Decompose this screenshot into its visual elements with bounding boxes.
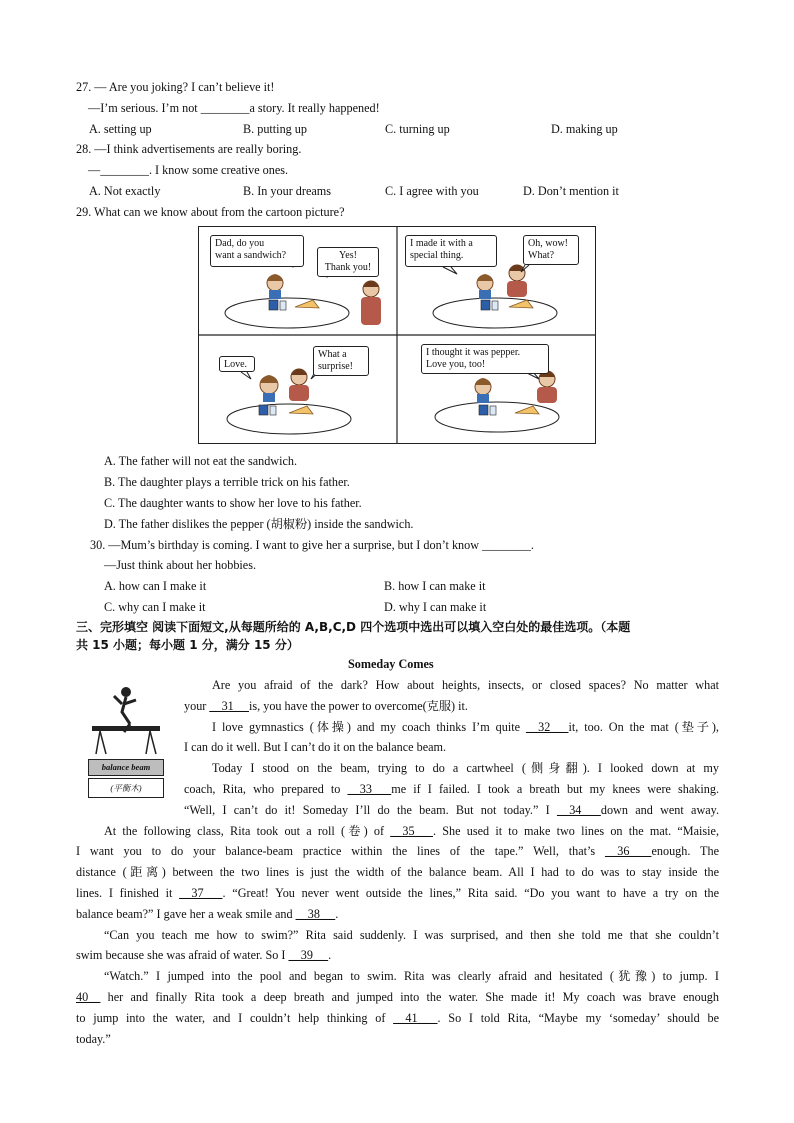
image-label: balance beam [88,759,164,776]
bubble-p1-girl: Dad, do you want a sandwich? [210,235,304,267]
q28-option-a: A. Not exactly [89,184,161,198]
blank-36: __36__ [605,844,652,858]
girl-figure-1 [267,274,283,299]
blank-37: __37__ [179,886,223,900]
q29-option-d: D. The father dislikes the pepper (胡椒粉) inside the sandwich. [104,517,414,531]
p1-line1: Are you afraid of the dark? How about heights, insects, or closed spaces? No matter what [212,678,719,692]
bubble-p3-dad: What a surprise! [313,346,369,376]
q28-option-d: D. Don’t mention it [523,184,619,198]
bubble-p3-girl: Love. [219,356,255,372]
q27-blank: ________ [200,101,250,115]
p6-line2: 40__ her and finally Rita took a deep breath and jumped into the water. She made it! My coach was brave enough [76,990,719,1004]
blank-33: __33__ [347,782,392,796]
girl-figure-3 [260,375,278,402]
q30-option-a: A. how can I make it [104,579,207,593]
dad-figure-3 [289,369,309,401]
bubble-p1-dad: Yes! Thank you! [317,247,379,277]
q27-option-d: D. making up [551,122,618,136]
p4-line3: distance (距离) between the two lines is just the width of the balance beam. All I had to do was to stay inside the [76,865,719,879]
q29-option-a: A. The father will not eat the sandwich. [104,454,298,468]
girl-figure-2 [477,274,493,299]
blank-39: __39__ [288,948,329,962]
p6-line4: today.” [76,1032,111,1046]
blank-31: __31__ [209,699,249,713]
blank-34: __34__ [557,803,601,817]
p6-line3: to jump into the water, and I couldn’t help thinking of __41__ . So I told Rita, “Maybe my ‘someday’ should be [76,1011,719,1025]
q27-option-a: A. setting up [89,122,152,136]
p4-line2: I want you to do your balance-beam practice within the lines of the tape.” Well, that’s __36__ enough. The [76,844,719,858]
p5-line1: “Can you teach me how to swim?” Rita said suddenly. I was surprised, and then she told me that she couldn’t [104,928,719,942]
bubble-p2-girl: I made it with a special thing. [405,235,497,267]
p3-line3: “Well, I can’t do it! Someday I’ll do the beam. But not today.” I __34__ down and went away. [184,803,720,817]
bubble-p2-dad: Oh, wow! What? [523,235,579,265]
gymnast-on-beam-icon [86,680,166,760]
p3-line2: coach, Rita, who prepared to __33__ me if I failed. I took a breath but my knees were shaking. [184,782,719,796]
dad-figure-4 [537,371,557,403]
balance-beam-illustration [86,680,166,800]
blank-38: __38__ [295,907,336,921]
p1-line2: your __31__ is, you have the power to overcome(克服) it. [184,699,468,713]
q29-stem: 29. What can we know about from the cartoon picture? [76,205,345,219]
section-heading-cont: 共 15 小题；每小题 1 分，满分 15 分） [76,638,299,652]
q30-stem: 30. —Mum’s birthday is coming. I want to give her a surprise, but I don’t know ________. [90,538,534,552]
blank-35: __35__ [390,824,434,838]
section-heading: 三、完形填空 阅读下面短文,从每题所给的 A,B,C,D 四个选项中选出可以填入空白处的最佳选项。（本题 [76,620,631,634]
q27-reply: —I’m serious. I’m not ________a story. It really happened! [88,101,380,115]
q28-option-c: C. I agree with you [385,184,479,198]
p4-line1: At the following class, Rita took out a roll (卷) of __35__ . She used it to make two lines on the mat. “Maisie, [104,824,719,838]
q30-blank: ________ [482,538,531,552]
q27-option-b: B. putting up [243,122,307,136]
blank-41: __41__ [393,1011,438,1025]
q28-stem: 28. —I think advertisements are really boring. [76,142,302,156]
passage-title: Someday Comes [348,657,434,671]
q30-option-b: B. how I can make it [384,579,486,593]
q27-option-c: C. turning up [385,122,450,136]
q29-option-b: B. The daughter plays a terrible trick on his father. [104,475,350,489]
q30-reply: —Just think about her hobbies. [104,558,256,572]
p3-line1: Today I stood on the beam, trying to do a cartwheel (侧身翻). I looked down at my [212,761,719,775]
p6-line1: “Watch.” I jumped into the pool and began to swim. Rita was clearly afraid and hesitated (犹豫) to jump. I [104,969,719,983]
girl-figure-4 [475,378,491,403]
q28-reply: —________. I know some creative ones. [88,163,289,177]
p2-line2: I can do it well. But I can’t do it on the balance beam. [184,740,447,754]
q28-option-b: B. In your dreams [243,184,332,198]
q29-option-c: C. The daughter wants to show her love to his father. [104,496,362,510]
blank-32: __32__ [525,720,569,734]
p2-line1: I love gymnastics (体操) and my coach thinks I’m quite __32__ it, too. On the mat (垫子), [212,720,719,734]
q30-option-c: C. why can I make it [104,600,206,614]
p4-line5: balance beam?” I gave her a weak smile and __38__ . [76,907,339,921]
p4-line4: lines. I finished it __37__ . “Great! You never went outside the lines,” Rita said. “Do you want to have a try on the [76,886,720,900]
blank-40: 40__ [76,990,101,1004]
image-caption: (平衡木) [88,778,164,798]
cartoon-picture [198,226,596,444]
dad-figure-1 [361,281,381,325]
q28-blank: —________ [88,163,149,177]
bubble-p4-dad: I thought it was pepper. Love you, too! [421,344,549,374]
q27-stem: 27. — Are you joking? I can’t believe it! [76,80,275,94]
q30-option-d: D. why I can make it [384,600,487,614]
p5-line2: swim because she was afraid of water. So I __39__ . [76,948,332,962]
